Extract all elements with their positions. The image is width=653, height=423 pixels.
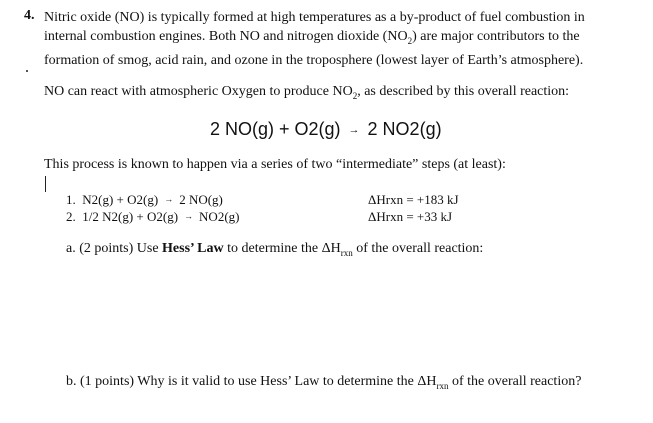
step-1-equation: 1. N2(g) + O2(g) → 2 NO(g) [66,192,223,207]
overall-reactants: 2 NO(g) + O2(g) [210,119,341,139]
step-arrow-icon: → [164,194,174,204]
question-intro [44,8,634,70]
part-b-question: b. (1 points) Why is it valid to use Hess’ Law to determine the $\Delta H_{rxn}$ of the overall reaction? [66,374,582,391]
text-cursor [45,176,46,192]
reaction-intro: NO can react with atmospheric Oxygen to produce $NO_2$, as described by this overall reaction: [44,84,570,101]
overall-products: 2 NO2(g) [367,119,442,139]
stray-dot [26,70,28,72]
intro-line-1: Nitric oxide (NO) is typically formed at high temperatures as a by-product of fuel combustion in [44,10,585,25]
step-1-enthalpy: ΔHrxn = +183 kJ [368,192,459,207]
step-arrow-icon: → [184,211,194,221]
reaction-arrow-icon: → [348,124,360,136]
intro-line-3: formation of smog, acid rain, and ozone in the troposphere (lowest layer of Earth’s atmosphere). [44,52,584,68]
intro-line-2: internal combustion engines. Both NO and nitrogen dioxide $(NO_2)$ are major contributors to the [44,29,580,46]
question-number: 4. [24,8,35,23]
overall-reaction [210,119,442,140]
step-2-enthalpy: ΔHrxn = +33 kJ [368,209,453,224]
step-2-equation: 2. 1/2 N2(g) + O2(g) → NO2(g) [66,209,240,224]
steps-intro: This process is known to happen via a series of two “intermediate” steps (at least): [44,157,506,172]
no2-subscript: 2 [407,35,413,46]
part-a-question: a. (2 points) Use Hess’ Law to determine the $\Delta H_{rxn}$ of the overall reaction: [66,241,484,258]
